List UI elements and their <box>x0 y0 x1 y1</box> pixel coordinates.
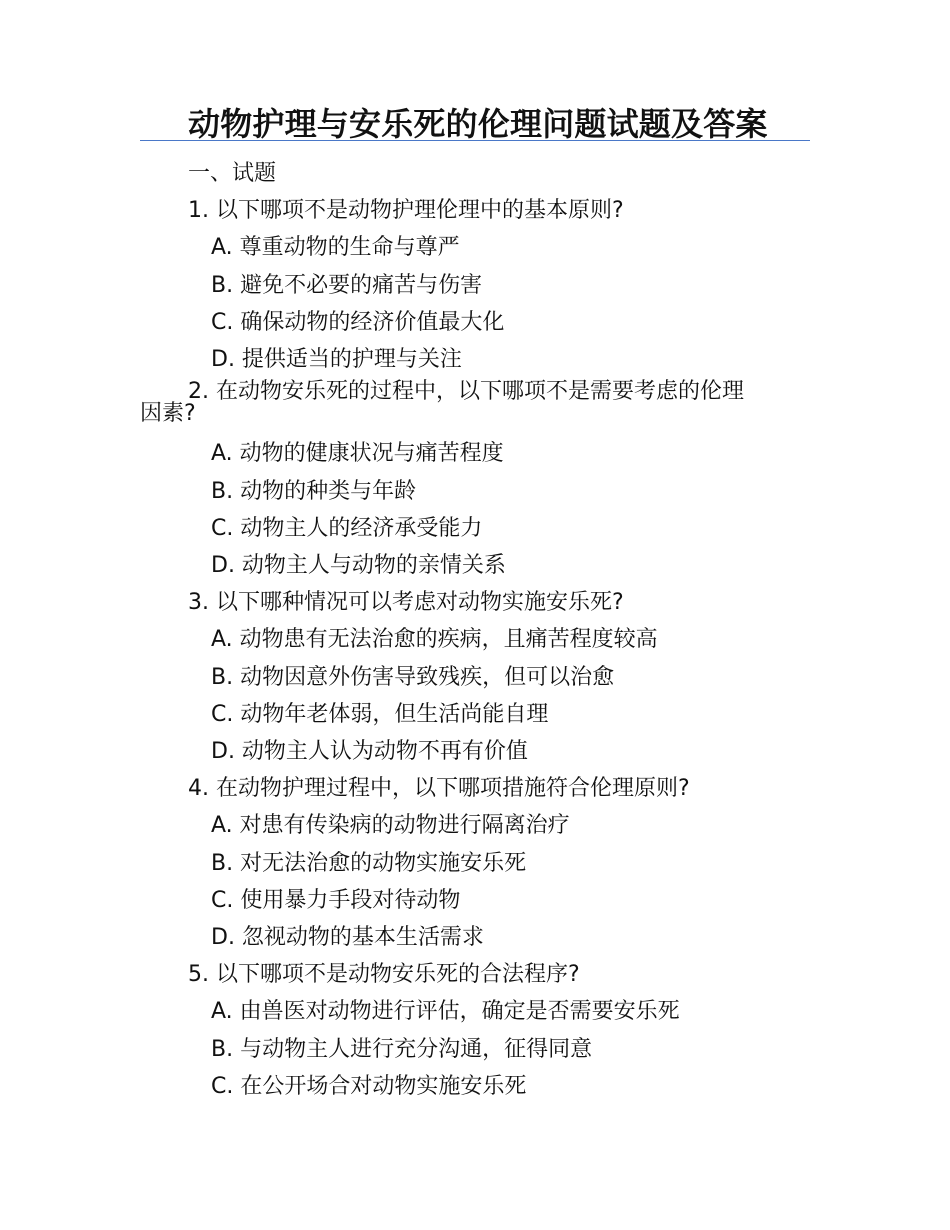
question-text <box>0 378 950 427</box>
question-text: 1. 以下哪项不是动物护理伦理中的基本原则? <box>188 198 624 224</box>
option-item: D. 动物主人与动物的亲情关系 <box>211 553 506 579</box>
option-item: D. 动物主人认为动物不再有价值 <box>211 739 528 765</box>
title-underline <box>140 140 810 141</box>
option-item: B. 动物因意外伤害导致残疾，但可以治愈 <box>211 664 615 690</box>
question-block <box>0 584 950 770</box>
question-block <box>0 956 950 1105</box>
option-item: A. 动物的健康状况与痛苦程度 <box>211 441 504 467</box>
option-item: C. 动物主人的经济承受能力 <box>211 515 483 541</box>
question-block <box>0 770 950 956</box>
option-item: B. 对无法治愈的动物实施安乐死 <box>211 850 527 876</box>
option-item: D. 忽视动物的基本生活需求 <box>211 925 484 951</box>
question-text: 4. 在动物护理过程中，以下哪项措施符合伦理原则? <box>188 776 690 802</box>
option-item: C. 动物年老体弱，但生活尚能自理 <box>211 701 549 727</box>
option-item: B. 动物的种类与年龄 <box>211 478 417 504</box>
question-text: 5. 以下哪项不是动物安乐死的合法程序? <box>188 962 580 988</box>
option-item: D. 提供适当的护理与关注 <box>211 347 462 373</box>
option-item: C. 在公开场合对动物实施安乐死 <box>211 1073 527 1099</box>
question-text-continuation: 因素? <box>140 401 196 427</box>
question-text-line: 2. 在动物安乐死的过程中，以下哪项不是需要考虑的伦理 <box>188 379 744 405</box>
option-item: A. 动物患有无法治愈的疾病，且痛苦程度较高 <box>211 627 658 653</box>
option-item: A. 由兽医对动物进行评估，确定是否需要安乐死 <box>211 999 680 1025</box>
option-item: C. 使用暴力手段对待动物 <box>211 887 461 913</box>
question-block <box>0 192 950 378</box>
question-block <box>0 378 950 584</box>
option-item: B. 避免不必要的痛苦与伤害 <box>211 272 483 298</box>
question-text: 3. 以下哪种情况可以考虑对动物实施安乐死? <box>188 590 624 616</box>
option-item: C. 确保动物的经济价值最大化 <box>211 309 505 335</box>
option-item: A. 尊重动物的生命与尊严 <box>211 235 460 261</box>
option-item: A. 对患有传染病的动物进行隔离治疗 <box>211 813 570 839</box>
option-item: B. 与动物主人进行充分沟通，征得同意 <box>211 1036 593 1062</box>
document-body <box>0 155 950 1105</box>
document-title: 动物护理与安乐死的伦理问题试题及答案 <box>188 105 768 143</box>
section-heading: 一、试题 <box>188 161 277 186</box>
